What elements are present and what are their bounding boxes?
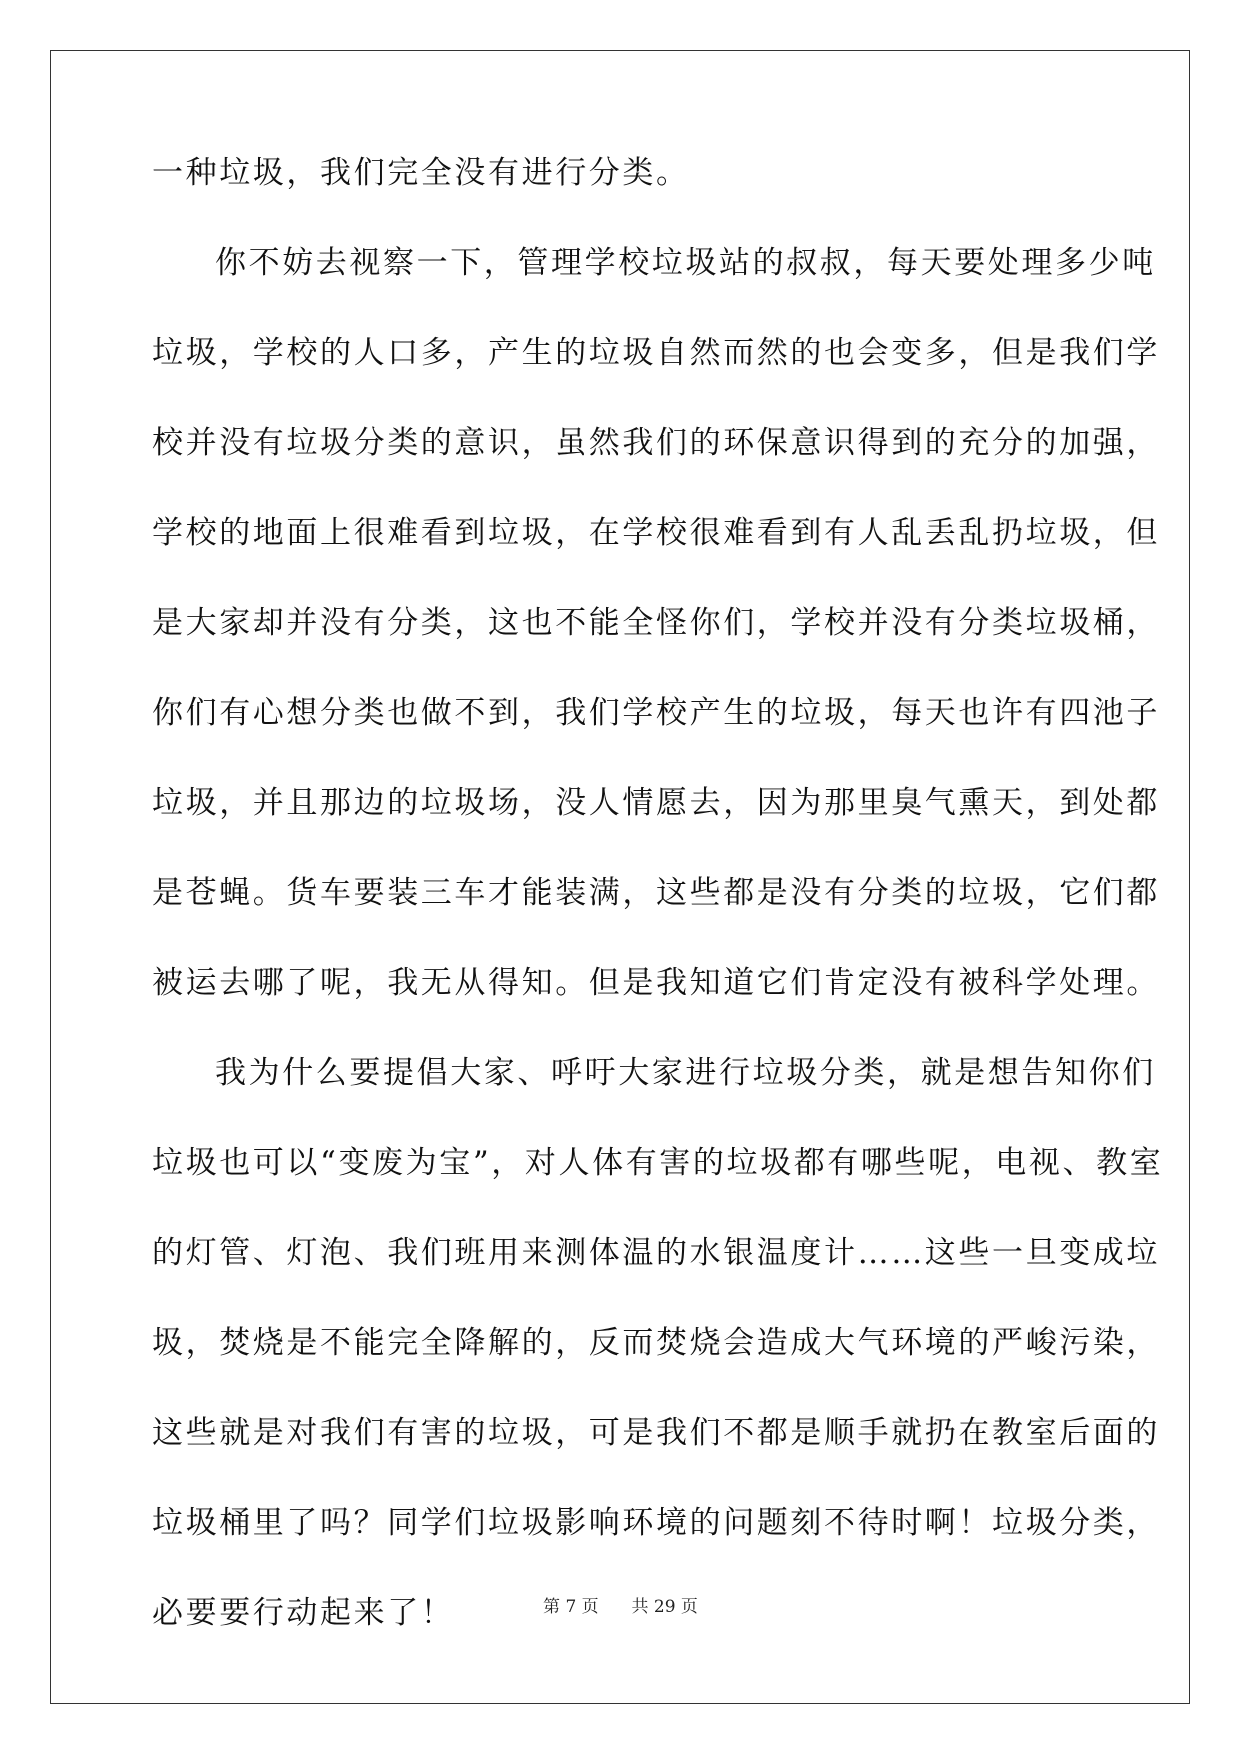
text-line: 这些就是对我们有害的垃圾，可是我们不都是顺手就扔在教室后面的	[152, 1415, 1160, 1451]
text-line: 学校的地面上很难看到垃圾，在学校很难看到有人乱丢乱扔垃圾，但	[152, 515, 1160, 551]
text-line: 是苍蝇。货车要装三车才能装满，这些都是没有分类的垃圾，它们都	[152, 875, 1160, 911]
text-line: 校并没有垃圾分类的意识，虽然我们的环保意识得到的充分的加强，	[152, 425, 1160, 461]
text-line: 是大家却并没有分类，这也不能全怪你们，学校并没有分类垃圾桶，	[152, 605, 1160, 641]
text-line: 必要要行动起来了！	[152, 1595, 455, 1631]
text-line: 被运去哪了呢，我无从得知。但是我知道它们肯定没有被科学处理。	[152, 965, 1160, 1001]
text-line: 圾，焚烧是不能完全降解的，反而焚烧会造成大气环境的严峻污染，	[152, 1325, 1160, 1361]
page-footer	[0, 1592, 1241, 1617]
text-line: 垃圾桶里了吗？同学们垃圾影响环境的问题刻不待时啊！垃圾分类，	[152, 1505, 1160, 1541]
text-line: 的灯管、灯泡、我们班用来测体温的水银温度计……这些一旦变成垃	[152, 1235, 1160, 1271]
text-line: 垃圾也可以“变废为宝”，对人体有害的垃圾都有哪些呢，电视、教室	[152, 1145, 1164, 1181]
text-line: 一种垃圾，我们完全没有进行分类。	[152, 155, 690, 191]
text-line: 垃圾，并且那边的垃圾场，没人情愿去，因为那里臭气熏天，到处都	[152, 785, 1160, 821]
text-line: 你们有心想分类也做不到，我们学校产生的垃圾，每天也许有四池子	[152, 695, 1160, 731]
page-total: 共 29 页	[631, 1597, 698, 1617]
body-text	[152, 155, 1164, 1688]
text-line: 你不妨去视察一下，管理学校垃圾站的叔叔，每天要处理多少吨	[215, 245, 1156, 281]
text-line: 垃圾，学校的人口多，产生的垃圾自然而然的也会变多，但是我们学	[152, 335, 1160, 371]
page-number: 第 7 页	[543, 1597, 599, 1617]
text-line: 我为什么要提倡大家、呼吁大家进行垃圾分类，就是想告知你们	[215, 1055, 1156, 1091]
